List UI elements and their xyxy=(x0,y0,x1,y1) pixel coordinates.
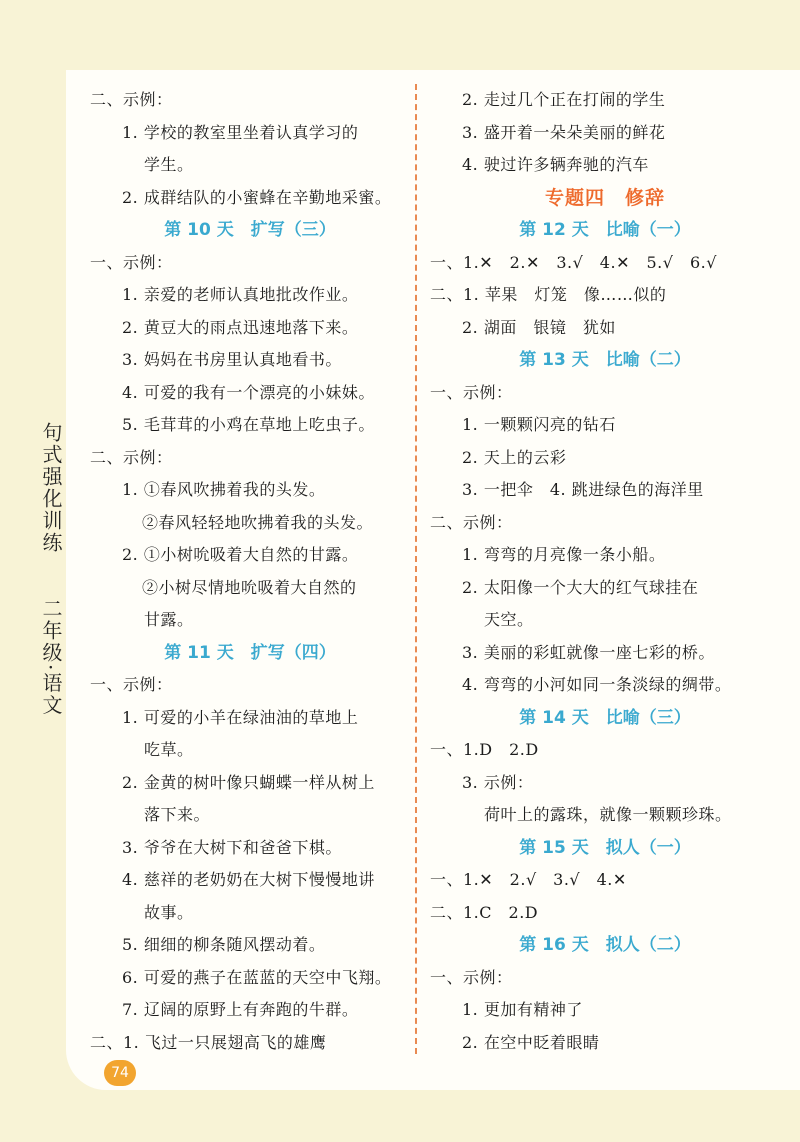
side-book-title: 句式强化训练 xyxy=(39,422,63,554)
left-answer-line: 甘露。 xyxy=(144,610,194,629)
left-answer-line: 2. 成群结队的小蜜蜂在辛勤地采蜜。 xyxy=(122,187,392,207)
left-answer-line: 7. 辽阔的原野上有奔跑的牛群。 xyxy=(122,1000,359,1019)
right-answer-line: 3. 美丽的彩虹就像一座七彩的桥。 xyxy=(462,642,715,662)
left-answer-line: 吃草。 xyxy=(144,740,194,759)
left-answer-line: 2. 黄豆大的雨点迅速地落下来。 xyxy=(122,317,359,337)
right-answer-line: 3. 示例： xyxy=(462,772,534,792)
right-answer-line: 一、1.D 2.D xyxy=(430,740,539,759)
left-answer-line: ②小树尽情地吮吸着大自然的 xyxy=(142,577,357,597)
left-answer-line: 5. 细细的柳条随风摆动着。 xyxy=(122,935,326,954)
right-topic-heading: 专题四 修辞 xyxy=(544,186,665,209)
left-answer-line: 6. 可爱的燕子在蓝蓝的天空中飞翔。 xyxy=(122,967,392,987)
right-answer-line: 2. 太阳像一个大大的红气球挂在 xyxy=(462,577,699,597)
left-answer-line: 二、1. 飞过一只展翅高飞的雄鹰 xyxy=(90,1032,327,1052)
side-grade-subject: 二年级·语文 xyxy=(39,598,63,717)
left-answer-line: 二、示例： xyxy=(90,447,173,467)
right-section-heading: 第 14 天 比喻（三） xyxy=(519,707,691,728)
right-answer-line: 3. 一把伞 4. 跳进绿色的海洋里 xyxy=(462,480,704,499)
left-answer-line: 1. 亲爱的老师认真地批改作业。 xyxy=(122,285,359,304)
right-answer-line: 2. 走过几个正在打闹的学生 xyxy=(462,90,666,109)
right-answer-line: 1. 更加有精神了 xyxy=(462,1000,583,1019)
left-answer-line: 2. ①小树吮吸着大自然的甘露。 xyxy=(122,545,359,564)
left-answer-line: 一、示例： xyxy=(90,252,173,272)
left-answer-line: 1. ①春风吹拂着我的头发。 xyxy=(122,480,326,499)
left-answer-line: 5. 毛茸茸的小鸡在草地上吃虫子。 xyxy=(122,415,375,434)
right-answer-line: 二、1. 苹果 灯笼 像……似的 xyxy=(430,285,667,304)
right-column xyxy=(430,84,780,1059)
left-answer-line: 故事。 xyxy=(144,902,194,922)
right-answer-line: 4. 驶过许多辆奔驰的汽车 xyxy=(462,155,649,174)
right-answer-line: 1. 弯弯的月亮像一条小船。 xyxy=(462,545,666,564)
left-answer-line: 一、示例： xyxy=(90,675,173,694)
left-answer-line: 1. 可爱的小羊在绿油油的草地上 xyxy=(122,707,359,727)
right-answer-line: 一、1.✕ 2.✕ 3.√ 4.✕ 5.√ 6.√ xyxy=(430,252,717,272)
right-answer-line: 1. 一颗颗闪亮的钻石 xyxy=(462,415,616,434)
right-section-heading: 第 16 天 拟人（二） xyxy=(519,935,691,955)
left-answer-line: 4. 慈祥的老奶奶在大树下慢慢地讲 xyxy=(122,870,375,889)
left-answer-line: 3. 爷爷在大树下和爸爸下棋。 xyxy=(122,837,342,857)
left-answer-line: 4. 可爱的我有一个漂亮的小妹妹。 xyxy=(122,382,375,402)
right-answer-line: 一、示例： xyxy=(430,382,513,402)
right-section-heading: 第 13 天 比喻（二） xyxy=(519,350,691,370)
page-number: 74 xyxy=(104,1060,136,1086)
left-column xyxy=(90,84,410,1059)
right-answer-line: 2. 湖面 银镜 犹如 xyxy=(462,317,616,337)
left-answer-line: 1. 学校的教室里坐着认真学习的 xyxy=(122,122,359,142)
left-section-heading: 第 11 天 扩写（四） xyxy=(164,642,336,663)
right-answer-line: 天空。 xyxy=(484,610,534,629)
right-answer-line: 二、示例： xyxy=(430,512,513,532)
left-answer-line: 学生。 xyxy=(144,155,194,174)
right-answer-line: 2. 天上的云彩 xyxy=(462,447,567,467)
left-answer-line: 二、示例： xyxy=(90,90,173,109)
left-answer-line: 2. 金黄的树叶像只蝴蝶一样从树上 xyxy=(122,772,375,792)
right-section-heading: 第 12 天 比喻（一） xyxy=(519,220,691,240)
right-answer-line: 荷叶上的露珠，就像一颗颗珍珠。 xyxy=(484,805,732,824)
right-answer-line: 3. 盛开着一朵朵美丽的鲜花 xyxy=(462,122,666,142)
right-answer-line: 2. 在空中眨着眼睛 xyxy=(462,1032,600,1052)
left-answer-line: ②春风轻轻地吹拂着我的头发。 xyxy=(142,512,374,532)
left-answer-line: 落下来。 xyxy=(144,805,211,824)
column-divider xyxy=(415,84,417,1054)
left-section-heading: 第 10 天 扩写（三） xyxy=(164,220,336,240)
right-answer-line: 4. 弯弯的小河如同一条淡绿的绸带。 xyxy=(462,675,732,694)
left-answer-line: 3. 妈妈在书房里认真地看书。 xyxy=(122,350,342,369)
right-answer-line: 一、示例： xyxy=(430,967,513,987)
right-answer-line: 二、1.C 2.D xyxy=(430,902,539,922)
right-answer-line: 一、1.✕ 2.√ 3.√ 4.✕ xyxy=(430,870,627,889)
right-section-heading: 第 15 天 拟人（一） xyxy=(519,837,691,858)
